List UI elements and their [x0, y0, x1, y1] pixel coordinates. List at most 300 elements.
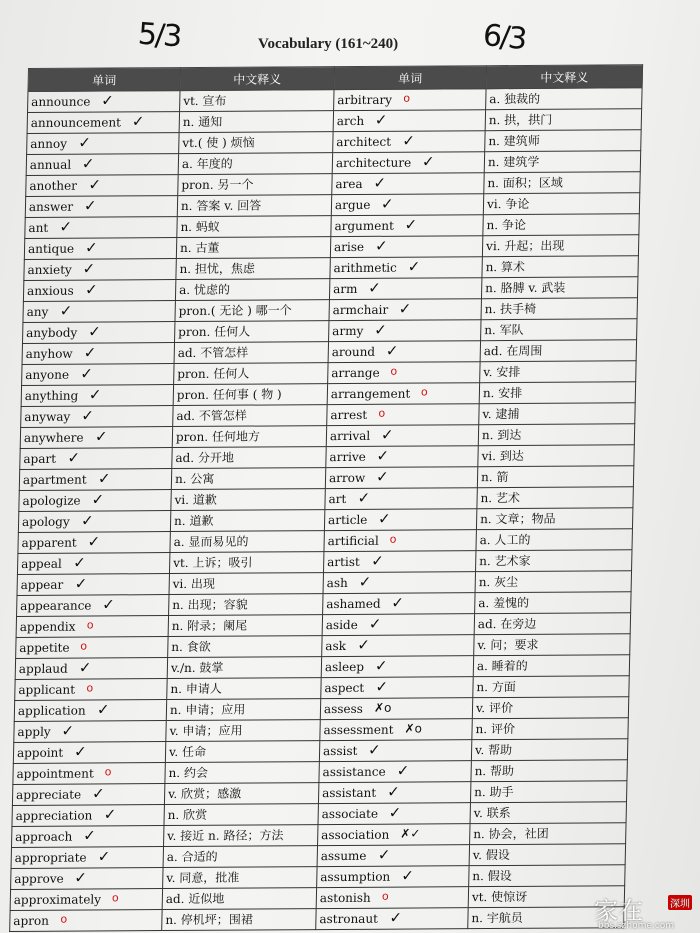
- word-cell: [28, 91, 180, 113]
- check-mark-icon: ✓: [377, 845, 391, 864]
- circle-mark-icon: o: [389, 532, 397, 546]
- word-text: assistant: [322, 785, 377, 801]
- meaning-cell: ad. 不管怎样: [174, 342, 328, 364]
- word-cell: [15, 658, 167, 680]
- circle-mark-icon: o: [378, 406, 386, 420]
- word-text: anything: [24, 388, 79, 403]
- meaning-cell: n. 帮助: [471, 760, 627, 782]
- check-mark-icon: ✓: [84, 238, 98, 257]
- word-text: annual: [29, 157, 72, 172]
- meaning-cell: v. 同意，批准: [163, 867, 317, 889]
- word-cell: [14, 721, 166, 743]
- meaning-cell: a. 年度的: [178, 153, 332, 175]
- check-mark-icon: ✓: [389, 908, 403, 927]
- word-cell: [25, 196, 177, 218]
- word-cell: [11, 847, 163, 869]
- word-cell: [316, 908, 468, 930]
- check-mark-icon: ✓: [368, 278, 381, 297]
- meaning-cell: vi. 出现: [169, 573, 323, 595]
- check-mark-icon: ✓: [74, 574, 88, 593]
- check-mark-icon: ✓: [103, 805, 117, 824]
- word-text: arise: [333, 239, 365, 255]
- check-mark-icon: ✓: [377, 509, 391, 528]
- word-cell: [318, 824, 470, 846]
- word-cell: [326, 446, 478, 468]
- word-text: assess: [323, 701, 364, 717]
- word-cell: [320, 719, 472, 741]
- meaning-cell: pron. 另一个: [178, 174, 332, 196]
- word-cell: [24, 259, 176, 281]
- meaning-cell: n. 文章；物品: [476, 508, 632, 530]
- meaning-cell: n. 军队: [481, 319, 637, 341]
- meaning-cell: n. 箭: [477, 466, 633, 488]
- check-mark-icon: ✓: [368, 614, 382, 633]
- word-cell: [321, 656, 473, 678]
- circle-mark-icon: o: [86, 618, 94, 632]
- word-text: association: [321, 827, 390, 843]
- word-text: assessment: [323, 722, 394, 738]
- meaning-cell: v. 评价: [472, 697, 628, 719]
- circle-mark-icon: o: [381, 889, 389, 903]
- word-cell: [323, 572, 475, 594]
- word-cell: [23, 301, 175, 323]
- check-mark-icon: ✓: [83, 343, 97, 362]
- meaning-cell: v. 欣赏；感激: [164, 783, 318, 805]
- word-cell: [326, 425, 478, 447]
- word-text: artist: [327, 554, 360, 570]
- check-mark-icon: ✓: [380, 194, 394, 213]
- watermark-url: bbs.szhome.com: [598, 921, 674, 931]
- meaning-cell: n. 争论: [483, 214, 639, 236]
- word-cell: [16, 637, 168, 659]
- check-mark-icon: ✓: [67, 448, 81, 467]
- check-mark-icon: ✓: [374, 320, 388, 339]
- word-text: application: [17, 703, 86, 718]
- meaning-cell: v. 问；要求: [474, 634, 630, 656]
- check-mark-icon: ✓: [358, 572, 372, 591]
- word-cell: [324, 530, 476, 552]
- word-cell: [15, 679, 167, 701]
- meaning-cell: n. 宇航员: [468, 907, 624, 929]
- cross-mark-icon: ✗o: [404, 721, 423, 736]
- word-text: announcement: [30, 115, 122, 130]
- word-text: anyhow: [25, 346, 73, 361]
- check-mark-icon: ✓: [131, 112, 145, 131]
- check-mark-icon: ✓: [101, 91, 115, 110]
- word-text: apologize: [22, 493, 81, 508]
- page-title: Vocabulary (161~240): [258, 36, 399, 52]
- check-mark-icon: ✓: [402, 131, 416, 150]
- word-cell: [10, 910, 162, 932]
- word-cell: [26, 175, 178, 197]
- circle-mark-icon: o: [104, 765, 112, 779]
- meaning-cell: n. 道歉: [170, 510, 324, 532]
- meaning-cell: n. 建筑师: [485, 130, 641, 152]
- word-text: apparent: [21, 535, 77, 550]
- word-text: article: [327, 512, 368, 528]
- word-text: asleep: [324, 659, 365, 675]
- word-cell: [14, 700, 166, 722]
- check-mark-icon: ✓: [81, 154, 95, 173]
- word-cell: [27, 133, 179, 155]
- meaning-cell: n. 申请人: [167, 678, 321, 700]
- meaning-cell: n. 评价: [472, 718, 628, 740]
- word-cell: [17, 595, 169, 617]
- word-cell: [11, 868, 163, 890]
- vocabulary-table: [9, 64, 643, 932]
- vocabulary-table-wrap: [9, 64, 642, 928]
- word-text: applaud: [18, 661, 68, 676]
- meaning-cell: vi. 升起；出现: [482, 235, 638, 257]
- word-text: army: [332, 323, 364, 339]
- word-cell: [10, 889, 162, 911]
- circle-mark-icon: o: [86, 681, 94, 695]
- word-text: art: [328, 491, 347, 507]
- meaning-cell: n. 安排: [479, 382, 635, 404]
- meaning-cell: n. 欣赏: [164, 804, 318, 826]
- check-mark-icon: ✓: [94, 427, 108, 446]
- check-mark-icon: ✓: [73, 553, 86, 572]
- word-cell: [22, 364, 174, 386]
- word-cell: [18, 511, 170, 533]
- watermark-text: 家在: [594, 897, 644, 925]
- word-cell: [329, 299, 481, 321]
- meaning-cell: vi. 到达: [478, 445, 634, 467]
- word-cell: [21, 406, 173, 428]
- word-text: apart: [23, 451, 57, 466]
- meaning-cell: n. 灰尘: [475, 571, 631, 593]
- word-cell: [329, 278, 481, 300]
- table-body: [10, 88, 642, 932]
- word-cell: [318, 782, 470, 804]
- word-cell: [330, 257, 482, 279]
- word-cell: [25, 217, 177, 239]
- meaning-cell: ad. 在旁边: [474, 613, 630, 635]
- meaning-cell: v. 帮助: [471, 739, 627, 761]
- word-cell: [16, 616, 168, 638]
- word-cell: [19, 490, 171, 512]
- check-mark-icon: ✓: [78, 658, 92, 677]
- meaning-cell: n. 申请；应用: [166, 699, 320, 721]
- word-cell: [324, 509, 476, 531]
- check-mark-icon: ✓: [73, 742, 87, 761]
- check-mark-icon: ✓: [357, 635, 371, 654]
- word-cell: [330, 236, 482, 258]
- meaning-cell: n. 到达: [478, 424, 634, 446]
- check-mark-icon: ✓: [374, 110, 388, 129]
- header-word-left: 单词: [28, 68, 181, 92]
- circle-mark-icon: o: [390, 364, 398, 378]
- word-text: arrange: [331, 365, 380, 381]
- meaning-cell: vt. 宣布: [180, 90, 334, 112]
- check-mark-icon: ✓: [102, 595, 116, 614]
- check-mark-icon: ✓: [398, 299, 412, 318]
- check-mark-icon: ✓: [373, 173, 387, 192]
- word-cell: [329, 320, 481, 342]
- word-cell: [322, 635, 474, 657]
- meaning-cell: n. 艺术: [477, 487, 633, 509]
- check-mark-icon: ✓: [376, 446, 390, 465]
- word-text: appeal: [21, 556, 62, 571]
- check-mark-icon: ✓: [74, 868, 88, 887]
- word-cell: [18, 532, 170, 554]
- word-cell: [325, 488, 477, 510]
- check-mark-icon: ✓: [88, 322, 102, 341]
- check-mark-icon: ✓: [61, 721, 75, 740]
- check-mark-icon: ✓: [375, 467, 389, 486]
- word-text: approach: [15, 829, 73, 844]
- word-cell: [13, 742, 165, 764]
- meaning-cell: ad. 分开地: [172, 447, 326, 469]
- check-mark-icon: ✓: [80, 364, 94, 383]
- meaning-cell: vi. 道歉: [171, 489, 325, 511]
- word-text: ashamed: [326, 596, 381, 612]
- circle-mark-icon: o: [60, 912, 68, 926]
- header-meaning-right: 中文释义: [486, 65, 643, 89]
- meaning-cell: v. 任命: [165, 741, 319, 763]
- word-cell: [12, 784, 164, 806]
- word-text: appendix: [19, 619, 76, 634]
- meaning-cell: n. 算术: [482, 256, 638, 278]
- word-text: architect: [336, 134, 392, 150]
- meaning-cell: v. 接近 n. 路径；方法: [164, 825, 318, 847]
- word-text: apartment: [22, 472, 87, 487]
- word-text: arrest: [330, 407, 368, 423]
- word-text: arm: [333, 281, 358, 297]
- word-text: architecture: [335, 155, 412, 171]
- word-cell: [316, 887, 468, 909]
- check-mark-icon: ✓: [59, 301, 73, 320]
- check-mark-icon: ✓: [401, 866, 415, 885]
- word-text: argue: [334, 197, 371, 213]
- meaning-cell: vt.( 使 ) 烦恼: [179, 132, 333, 154]
- word-text: apron: [13, 913, 50, 928]
- word-text: appear: [20, 577, 64, 592]
- meaning-cell: a. 显而易见的: [170, 531, 324, 553]
- word-cell: [320, 698, 472, 720]
- table-row: [10, 907, 625, 932]
- word-text: around: [331, 344, 376, 360]
- word-cell: [17, 553, 169, 575]
- word-cell: [334, 89, 486, 111]
- word-cell: [24, 238, 176, 260]
- check-mark-icon: ✓: [404, 215, 418, 234]
- word-cell: [26, 154, 178, 176]
- watermark-logo: [594, 891, 694, 929]
- word-text: assumption: [320, 869, 391, 885]
- word-text: aspect: [324, 680, 365, 696]
- meaning-cell: n. 约会: [165, 762, 319, 784]
- word-cell: [323, 593, 475, 615]
- meaning-cell: n. 公寓: [171, 468, 325, 490]
- meaning-cell: a. 独裁的: [486, 88, 642, 110]
- word-cell: [323, 551, 475, 573]
- word-cell: [319, 740, 471, 762]
- word-cell: [325, 467, 477, 489]
- check-mark-icon: ✓: [96, 700, 110, 719]
- meaning-cell: v. 联系: [470, 802, 626, 824]
- word-text: apply: [17, 724, 51, 739]
- word-text: answer: [28, 199, 74, 214]
- word-text: artificial: [327, 533, 379, 549]
- meaning-cell: n. 扶手椅: [481, 298, 637, 320]
- word-text: arch: [336, 113, 365, 129]
- word-text: appoint: [16, 745, 64, 760]
- meaning-cell: n. 担忧，焦虑: [176, 258, 330, 280]
- word-text: approve: [14, 871, 64, 886]
- word-cell: [333, 110, 485, 132]
- word-cell: [21, 385, 173, 407]
- word-cell: [328, 362, 480, 384]
- word-text: applicant: [18, 682, 76, 697]
- circle-mark-icon: o: [420, 385, 428, 399]
- check-mark-icon: ✓: [59, 217, 73, 236]
- word-text: anyway: [24, 409, 71, 424]
- word-cell: [12, 805, 164, 827]
- meaning-cell: a. 人工的: [476, 529, 632, 551]
- meaning-cell: a. 睡着的: [473, 655, 629, 677]
- word-cell: [317, 845, 469, 867]
- check-mark-icon: ✓: [97, 469, 111, 488]
- cross-mark-icon: ✗o: [373, 700, 392, 715]
- meaning-cell: n. 助手: [470, 781, 626, 803]
- word-text: ash: [326, 575, 348, 591]
- cross-mark-icon: ✗✓: [400, 826, 421, 841]
- check-mark-icon: ✓: [407, 257, 421, 276]
- word-cell: [317, 866, 469, 888]
- word-cell: [331, 215, 483, 237]
- word-text: any: [26, 304, 49, 319]
- word-text: aside: [325, 617, 358, 633]
- word-text: appointment: [16, 766, 94, 781]
- word-cell: [331, 194, 483, 216]
- word-cell: [27, 112, 179, 134]
- handwritten-date-left: 5/3: [136, 16, 182, 55]
- check-mark-icon: ✓: [84, 280, 98, 299]
- word-text: apology: [21, 514, 70, 529]
- word-text: arithmetic: [333, 260, 397, 276]
- word-text: appreciate: [15, 787, 82, 802]
- word-text: assistance: [322, 764, 386, 780]
- meaning-cell: n. 答案 v. 回答: [177, 195, 331, 217]
- word-cell: [19, 469, 171, 491]
- meaning-cell: v./n. 鼓掌: [167, 657, 321, 679]
- word-text: anxiety: [27, 262, 72, 277]
- circle-mark-icon: o: [111, 891, 119, 905]
- check-mark-icon: ✓: [371, 551, 385, 570]
- word-text: anybody: [26, 325, 78, 340]
- meaning-cell: n. 假设: [469, 865, 625, 887]
- check-mark-icon: ✓: [88, 385, 102, 404]
- word-text: announce: [31, 94, 91, 109]
- check-mark-icon: ✓: [391, 593, 405, 612]
- check-mark-icon: ✓: [367, 740, 381, 759]
- word-cell: [318, 803, 470, 825]
- word-cell: [20, 448, 172, 470]
- word-text: argument: [334, 218, 395, 234]
- check-mark-icon: ✓: [375, 677, 389, 696]
- word-cell: [332, 152, 484, 174]
- check-mark-icon: ✓: [387, 782, 400, 801]
- word-cell: [322, 614, 474, 636]
- meaning-cell: n. 停机坪；围裙: [162, 909, 316, 931]
- meaning-cell: n. 艺术家: [476, 550, 632, 572]
- word-text: area: [335, 176, 363, 192]
- check-mark-icon: ✓: [385, 341, 399, 360]
- word-text: ask: [325, 638, 347, 654]
- word-text: arrival: [329, 428, 371, 444]
- meaning-cell: n. 协会，社团: [470, 823, 626, 845]
- check-mark-icon: ✓: [91, 784, 105, 803]
- check-mark-icon: ✓: [83, 196, 97, 215]
- meaning-cell: n. 附录；阑尾: [168, 615, 322, 637]
- word-text: another: [29, 178, 78, 193]
- meaning-cell: n. 古董: [176, 237, 330, 259]
- check-mark-icon: ✓: [97, 847, 111, 866]
- meaning-cell: ad. 不管怎样: [173, 405, 327, 427]
- check-mark-icon: ✓: [78, 133, 92, 152]
- meaning-cell: n. 胳膊 v. 武装: [481, 277, 637, 299]
- word-text: astonish: [319, 890, 371, 906]
- word-text: assume: [320, 848, 367, 864]
- word-text: annoy: [30, 136, 68, 151]
- word-text: anyone: [25, 367, 70, 382]
- header-word-right: 单词: [334, 66, 487, 90]
- check-mark-icon: ✓: [88, 175, 102, 194]
- check-mark-icon: ✓: [81, 406, 95, 425]
- check-mark-icon: ✓: [374, 236, 388, 255]
- circle-mark-icon: o: [403, 91, 411, 105]
- check-mark-icon: ✓: [374, 656, 388, 675]
- header-meaning-left: 中文释义: [180, 67, 335, 91]
- word-text: arrive: [329, 449, 367, 465]
- meaning-cell: a. 合适的: [163, 846, 317, 868]
- check-mark-icon: ✓: [357, 488, 371, 507]
- meaning-cell: pron. 任何人: [175, 321, 329, 343]
- word-text: arbitrary: [337, 92, 393, 108]
- meaning-cell: pron. 任何事 ( 物 ): [173, 384, 327, 406]
- word-cell: [319, 761, 471, 783]
- word-cell: [327, 383, 479, 405]
- check-mark-icon: ✓: [83, 826, 97, 845]
- word-text: anxious: [26, 283, 74, 298]
- meaning-cell: vt. 使惊讶: [468, 886, 624, 908]
- word-cell: [23, 280, 175, 302]
- meaning-cell: v. 假设: [469, 844, 625, 866]
- meaning-cell: v. 逮捕: [479, 403, 635, 425]
- meaning-cell: n. 出现；容貌: [169, 594, 323, 616]
- word-text: antique: [27, 241, 75, 256]
- word-cell: [333, 131, 485, 153]
- word-cell: [327, 404, 479, 426]
- word-cell: [22, 343, 174, 365]
- meaning-cell: n. 方面: [473, 676, 629, 698]
- word-cell: [11, 826, 163, 848]
- meaning-cell: pron. 任何人: [174, 363, 328, 385]
- check-mark-icon: ✓: [91, 490, 105, 509]
- check-mark-icon: ✓: [421, 152, 435, 171]
- check-mark-icon: ✓: [388, 803, 402, 822]
- word-cell: [13, 763, 165, 785]
- word-text: astronaut: [319, 911, 379, 927]
- word-text: assist: [322, 743, 358, 759]
- meaning-cell: pron. 任何地方: [172, 426, 326, 448]
- meaning-cell: v. 安排: [480, 361, 636, 383]
- check-mark-icon: ✓: [80, 511, 94, 530]
- check-mark-icon: ✓: [87, 532, 101, 551]
- meaning-cell: n. 食欲: [168, 636, 322, 658]
- handwritten-date-right: 6/3: [481, 17, 527, 58]
